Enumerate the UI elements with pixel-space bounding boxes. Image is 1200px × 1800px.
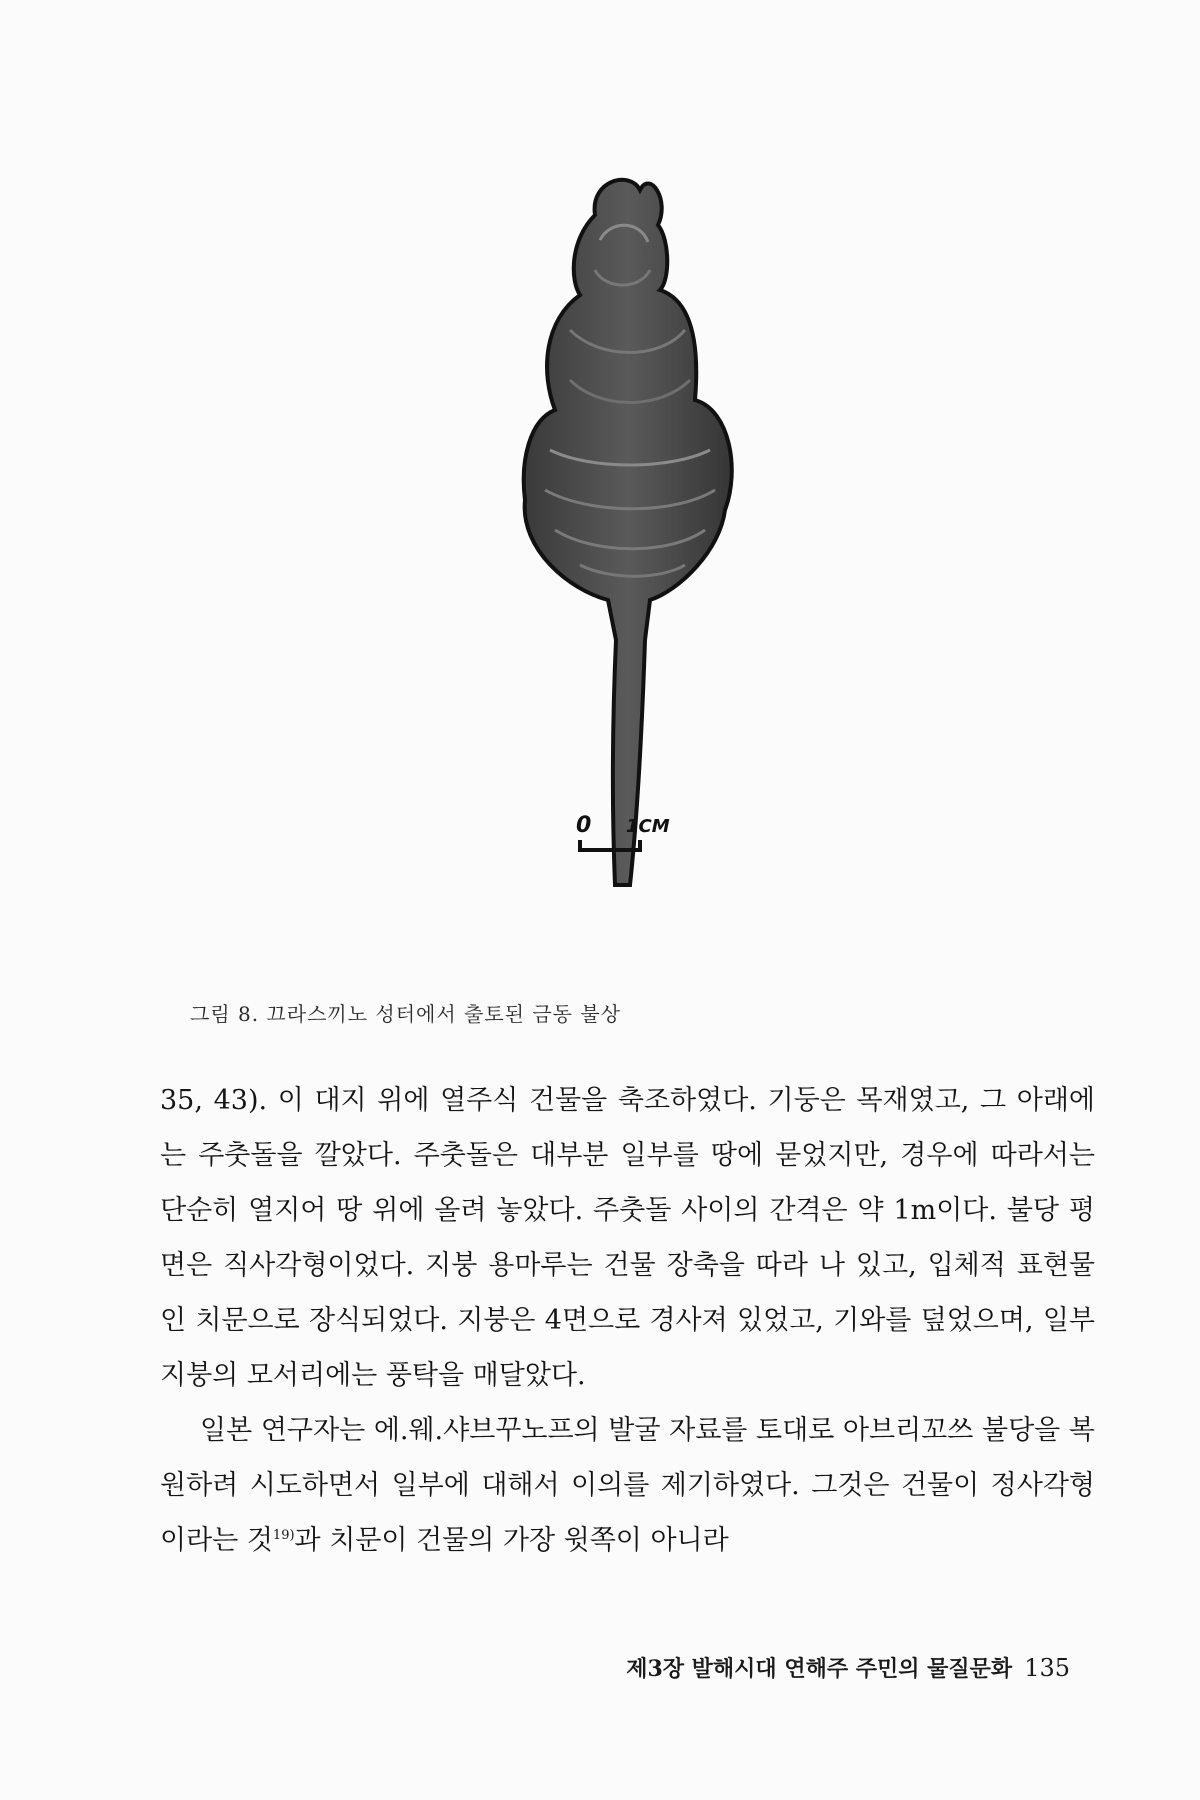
running-head: 제3장 발해시대 연해주 주민의 물질문화 — [626, 1656, 1013, 1682]
paragraph-2-text-cont: 과 치문이 건물의 가장 윗쪽이 아니라 — [294, 1525, 729, 1556]
body-text — [160, 1073, 1095, 1568]
page-footer — [626, 1652, 1070, 1683]
paragraph-1-text: 35, 43). 이 대지 위에 열주식 건물을 축조하였다. 기둥은 목재였고, 그 아래에는 주춧돌을 깔았다. 주춧돌은 대부분 일부를 땅에 묻었지만, 경우에 따라서는 단순히 열지어 땅 위에 올려 놓았다. 주춧돌 사이의 간격은 약 1m이다. 불당 평면은 직사각형이었다. 지붕 용마루는 건물 장축을 따라 나 있고, 입체적 표현물인 치문으로 장식되었다. 지붕은 4면으로 경사져 있었고, 기와를 덮었으며, 일부 지붕의 모서리에는 풍탁을 매달았다. — [160, 1085, 1095, 1391]
paragraph-2 — [160, 1403, 1095, 1568]
paragraph-2-text: 일본 연구자는 에.웨.샤브꾸노프의 발굴 자료를 토대로 아브리꼬쓰 불당을 복원하려 시도하면서 일부에 대해서 이의를 제기하였다. 그것은 건물이 정사각형이라는 것 — [160, 1415, 1095, 1556]
paragraph-1 — [160, 1073, 1095, 1403]
page-number: 135 — [1024, 1654, 1070, 1682]
gilt-bronze-buddha-image — [500, 170, 820, 980]
buddha-statue-figure — [500, 170, 820, 980]
scale-zero-label: 0 — [576, 813, 592, 838]
scale-unit-label: 1CM — [626, 816, 670, 837]
footnote-ref: 19) — [272, 1528, 295, 1543]
figure-caption: 그림 8. 끄라스끼노 성터에서 출토된 금동 불상 — [190, 1002, 621, 1026]
